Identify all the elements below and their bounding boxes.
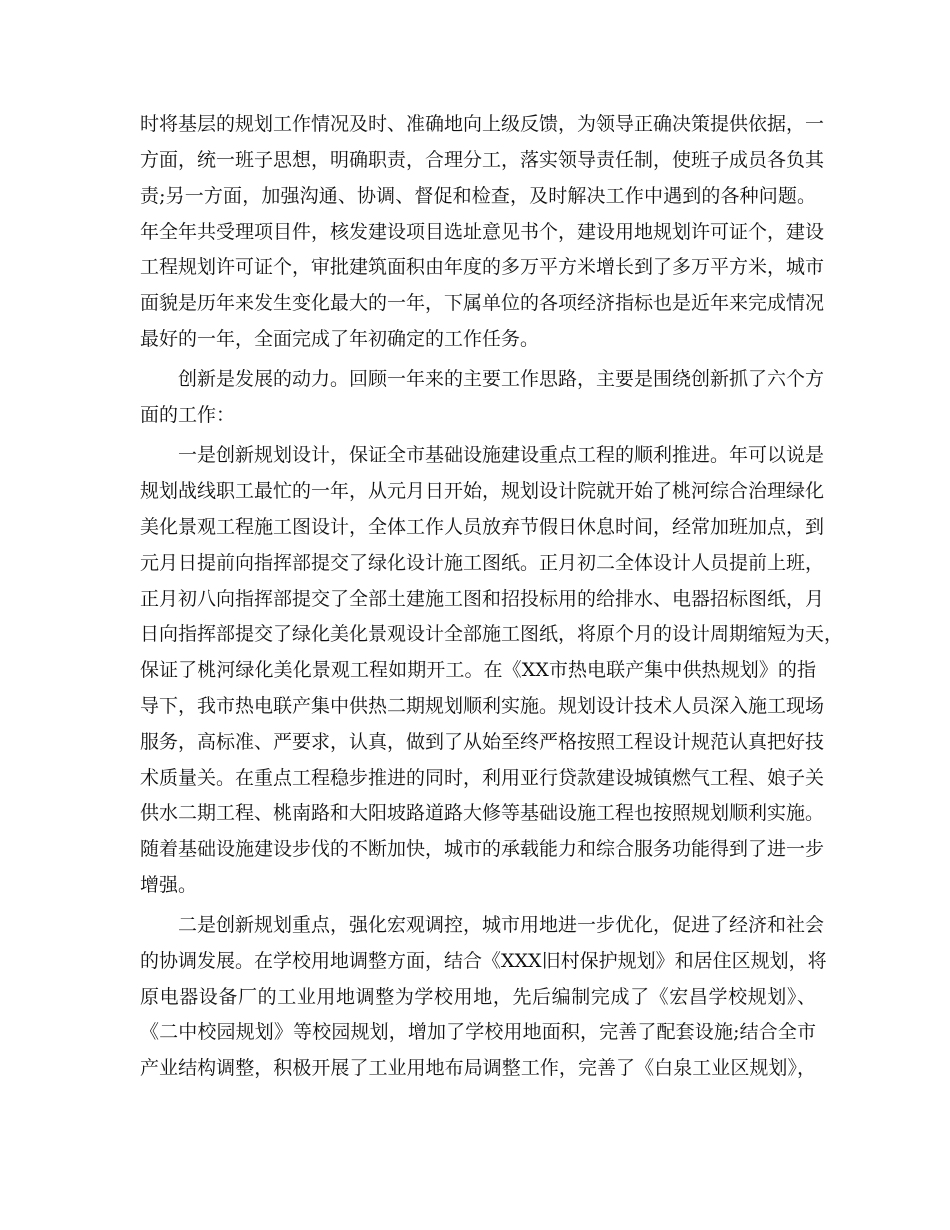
text-line: 年全年共受理项目件，核发建设项目选址意见书个，建设用地规划许可证个，建设 xyxy=(140,221,825,243)
text-line: 导下，我市热电联产集中供热二期规划顺利实施。规划设计技术人员深入施工现场 xyxy=(140,695,825,717)
text-line: 随着基础设施建设步伐的不断加快，城市的承载能力和综合服务功能得到了进一步 xyxy=(140,838,825,860)
paragraph-first-line: 二是创新规划重点，强化宏观调控，城市用地进一步优化，促进了经济和社会 xyxy=(178,914,825,936)
text-line: 产业结构调整，积极开展了工业用地布局调整工作，完善了《白泉工业区规划》， xyxy=(140,1057,816,1079)
text-line: 责;另一方面，加强沟通、协调、督促和检查，及时解决工作中遇到的各种问题。 xyxy=(140,185,816,207)
text-line: 的协调发展。在学校用地调整方面，结合《XXX旧村保护规划》和居住区规划，将 xyxy=(140,950,827,972)
text-line: 原电器设备厂的工业用地调整为学校用地，先后编制完成了《宏昌学校规划》、 xyxy=(140,986,816,1008)
text-line: 日向指挥部提交了绿化美化景观设计全部施工图纸，将原个月的设计周期缩短为天， xyxy=(140,623,844,645)
text-line: 服务，高标准、严要求，认真，做到了从始至终严格按照工程设计规范认真把好技 xyxy=(140,731,825,753)
text-line: 元月日提前向指挥部提交了绿化设计施工图纸。正月初二全体设计人员提前上班， xyxy=(140,552,825,574)
text-line: 面貌是历年来发生变化最大的一年，下属单位的各项经济指标也是近年来完成情况 xyxy=(140,292,825,314)
text-line: 方面，统一班子思想，明确职责，合理分工，落实领导责任制，使班子成员各负其 xyxy=(140,149,825,171)
text-line: 规划战线职工最忙的一年，从元月日开始，规划设计院就开始了桃河综合治理绿化 xyxy=(140,480,825,502)
paragraph-first-line: 一是创新规划设计，保证全市基础设施建设重点工程的顺利推进。年可以说是 xyxy=(178,444,825,466)
text-line: 保证了桃河绿化美化景观工程如期开工。在《XX市热电联产集中供热规划》的指 xyxy=(140,659,816,681)
text-line: 正月初八向指挥部提交了全部土建施工图和招投标用的给排水、电器招标图纸，月 xyxy=(140,588,825,610)
text-line: 时将基层的规划工作情况及时、准确地向上级反馈，为领导正确决策提供依据，一 xyxy=(140,113,825,135)
text-line: 增强。 xyxy=(140,874,198,896)
text-line: 工程规划许可证个，审批建筑面积由年度的多万平方米增长到了多万平方米，城市 xyxy=(140,256,825,278)
text-line: 美化景观工程施工图设计，全体工作人员放弃节假日休息时间，经常加班加点，到 xyxy=(140,516,825,538)
paragraph-first-line: 创新是发展的动力。回顾一年来的主要工作思路，主要是围绕创新抓了六个方 xyxy=(178,368,825,390)
text-line: 面的工作： xyxy=(140,404,236,426)
text-line: 《二中校园规划》等校园规划，增加了学校用地面积，完善了配套设施;结合全市 xyxy=(140,1021,816,1043)
text-line: 供水二期工程、桃南路和大阳坡路道路大修等基础设施工程也按照规划顺利实施。 xyxy=(140,802,825,824)
text-line: 术质量关。在重点工程稳步推进的同时，利用亚行贷款建设城镇燃气工程、娘子关 xyxy=(140,767,825,789)
text-line: 最好的一年，全面完成了年初确定的工作任务。 xyxy=(140,328,540,350)
